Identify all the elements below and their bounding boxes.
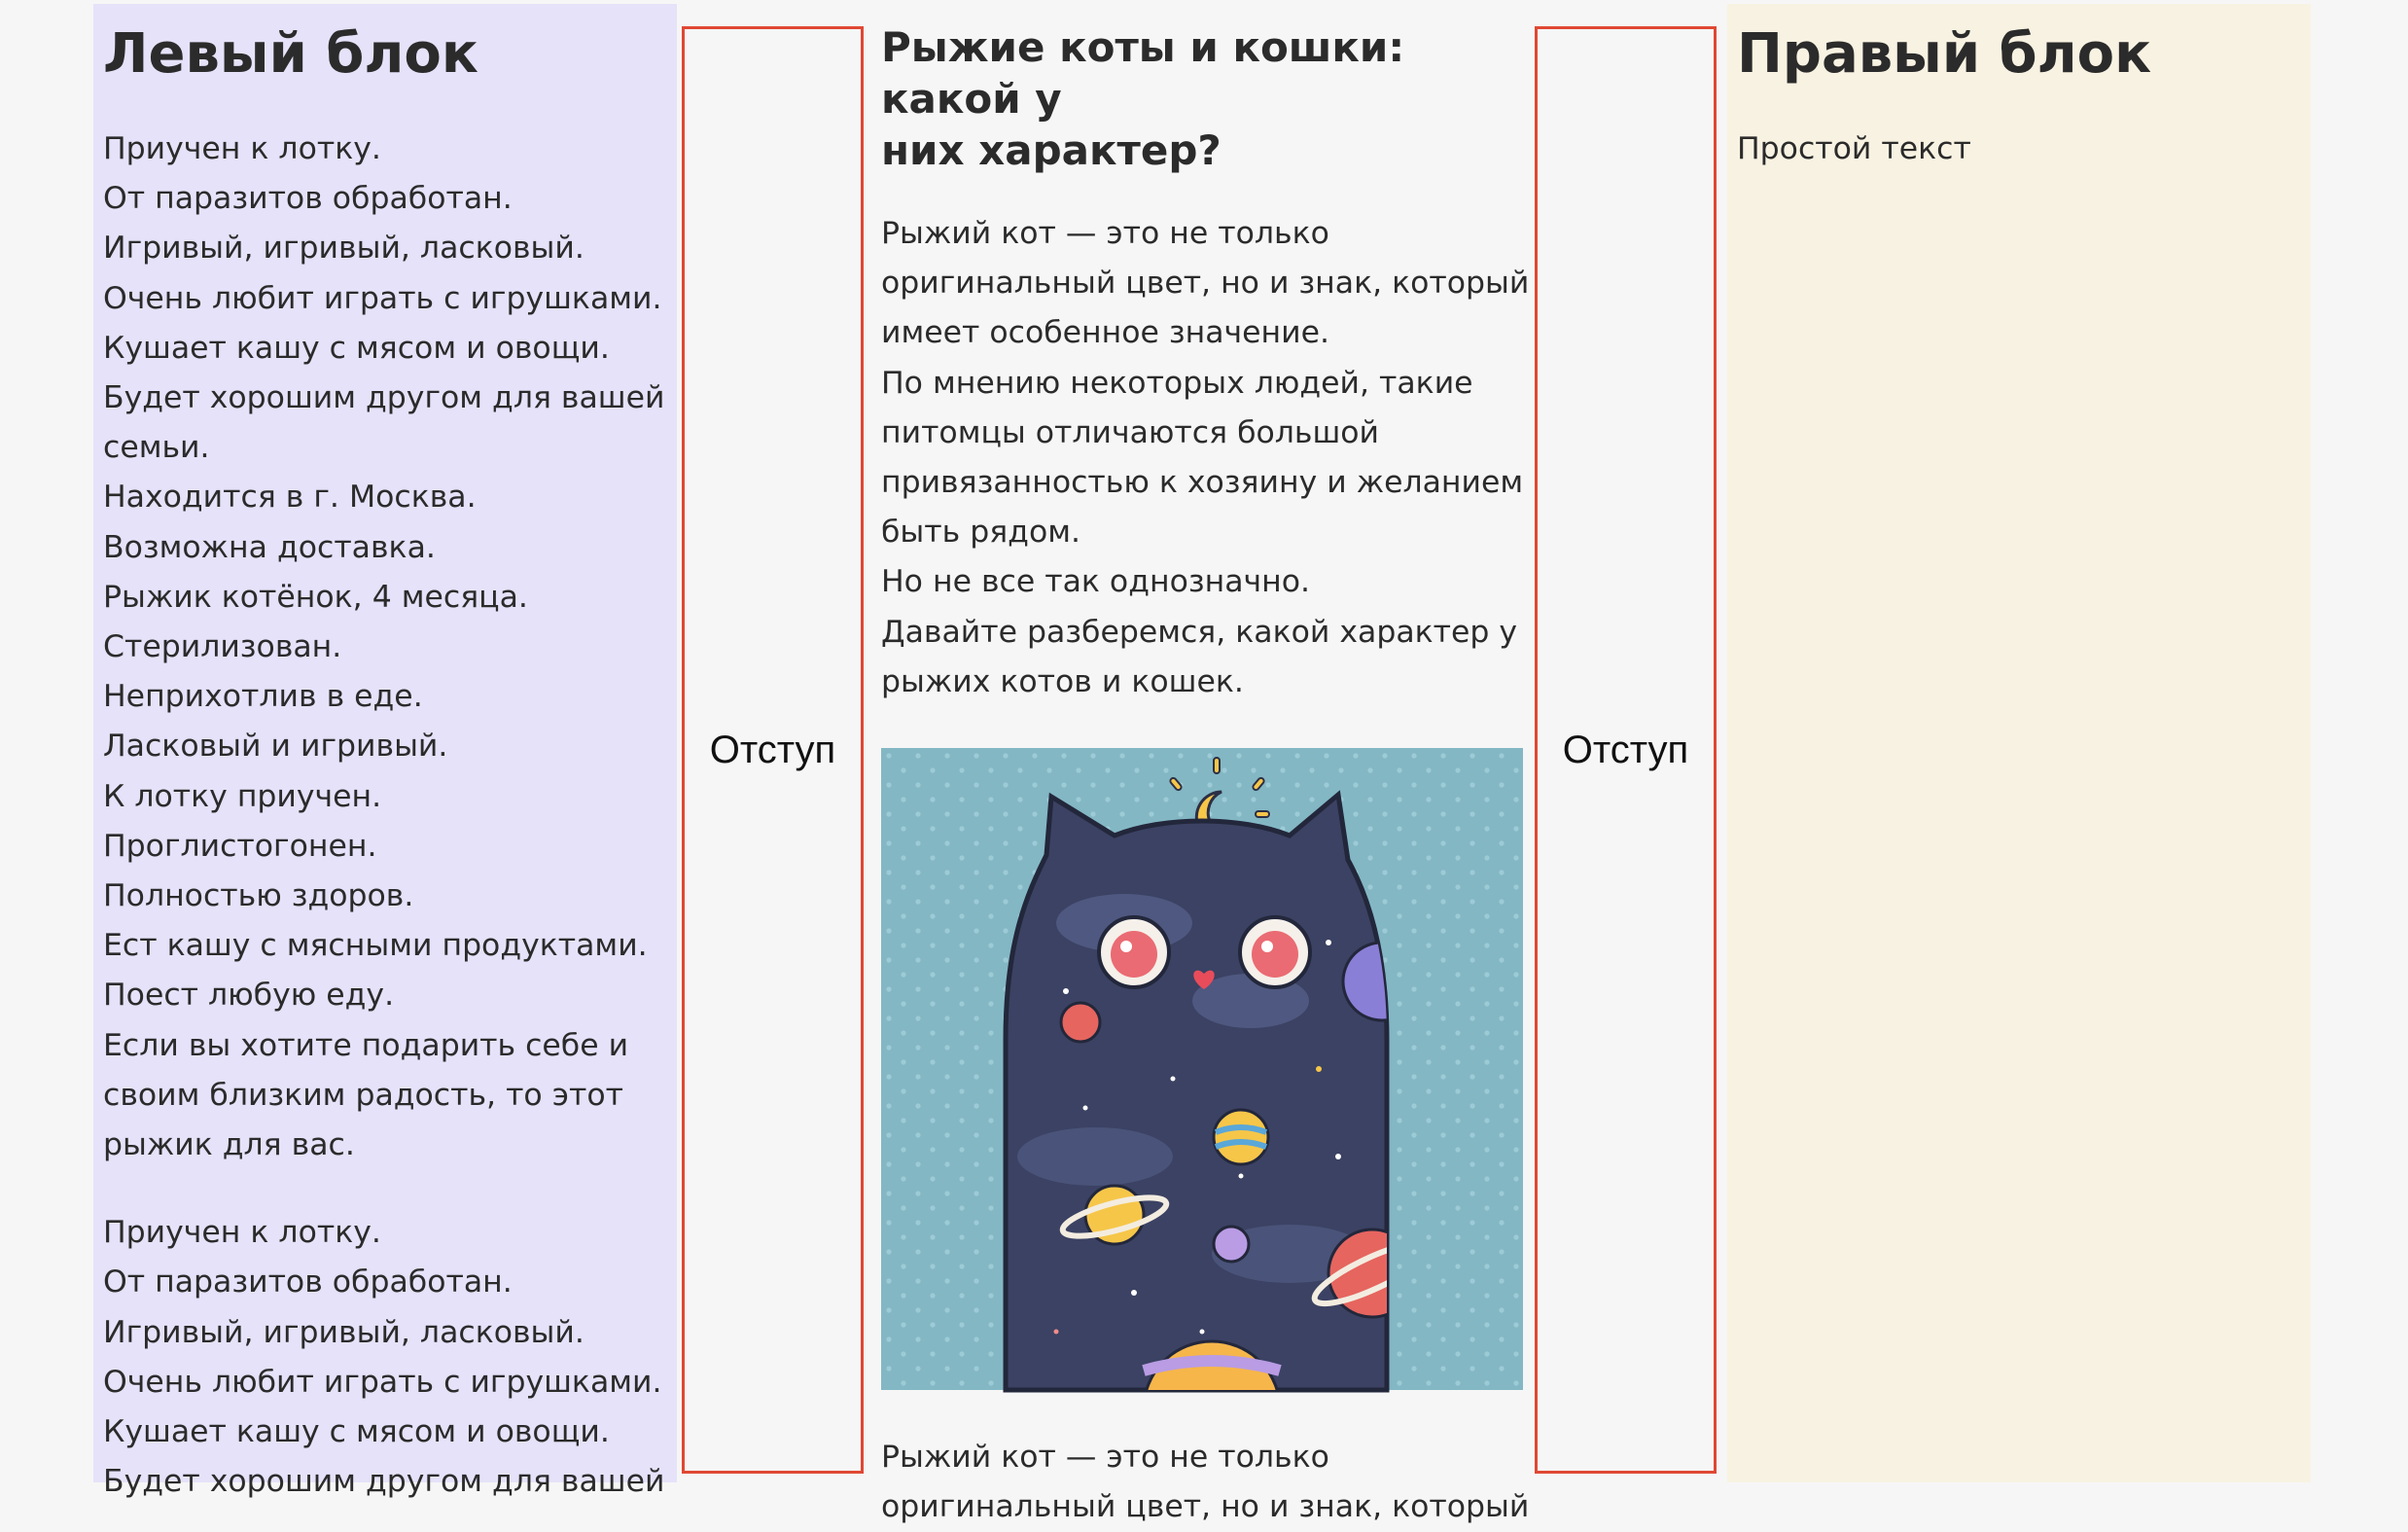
text-line: Ест кашу с мясными продуктами. <box>103 928 648 964</box>
right-block-title: Правый блок <box>1737 22 2152 86</box>
text-line: Поест любую еду. <box>103 978 395 1014</box>
text-line: Полностью здоров. <box>103 878 414 914</box>
article-text <box>881 209 1530 707</box>
text-line: По мнению некоторых людей, такие <box>881 365 1473 401</box>
right-block <box>1727 4 2311 1482</box>
text-line: Стерилизован. <box>103 629 342 665</box>
article-title-line: них характер? <box>881 126 1222 174</box>
left-text <box>103 125 667 1507</box>
text-line: Простой текст <box>1737 131 1971 166</box>
text-line: Возможна доставка. <box>103 529 436 565</box>
text-line: Рыжик котёнок, 4 месяца. <box>103 579 528 615</box>
gap-label: Отступ <box>1562 728 1689 771</box>
text-line: оригинальный цвет, но и знак, который <box>881 266 1530 302</box>
gap-label: Отступ <box>709 728 836 771</box>
text-line: Очень любит играть с игрушками. <box>103 280 662 316</box>
cosmic-cat-illustration <box>881 748 1523 1390</box>
text-line: Приучен к лотку. <box>103 1215 381 1251</box>
text-line: своим близким радость, то этот <box>103 1077 623 1113</box>
text-line: От паразитов обработан. <box>103 181 513 217</box>
text-line: рыжих котов и кошек. <box>881 663 1244 699</box>
text-line: Ласковый и игривый. <box>103 729 448 765</box>
text-line: Приучен к лотку. <box>103 131 381 166</box>
text-line: Кушает кашу с мясом и овощи. <box>103 1414 610 1450</box>
text-line: Проглистогонен. <box>103 828 377 864</box>
text-line: рыжик для вас. <box>103 1127 355 1163</box>
text-line: Будет хорошим другом для вашей <box>103 380 665 416</box>
right-text <box>1737 125 2301 174</box>
text-line: Игривый, игривый, ласковый. <box>103 231 584 267</box>
text-line: К лотку приучен. <box>103 778 382 814</box>
article-text-continued <box>881 1433 1530 1532</box>
text-line: Кушает кашу с мясом и овощи. <box>103 330 610 366</box>
text-line: привязанностью к хозяину и желанием <box>881 465 1524 501</box>
left-block-title: Левый блок <box>103 22 478 86</box>
text-line: оригинальный цвет, но и знак, который <box>881 1489 1530 1525</box>
text-line: имеет особенное значение. <box>881 315 1329 351</box>
text-line: Неприхотлив в еде. <box>103 679 423 715</box>
center-column <box>881 0 1530 1525</box>
paragraph-gap <box>103 1170 667 1208</box>
text-line: семьи. <box>103 430 210 466</box>
left-block <box>93 4 677 1500</box>
text-line: Будет хорошим другом для вашей <box>103 1464 665 1500</box>
article-title-line: Рыжие коты и кошки: какой у <box>881 23 1405 123</box>
text-line: Игривый, игривый, ласковый. <box>103 1314 584 1350</box>
text-line: Очень любит играть с игрушками. <box>103 1364 662 1400</box>
text-line: Рыжий кот — это не только <box>881 1440 1329 1476</box>
gap-box-left <box>682 26 864 1474</box>
text-line: питомцы отличаются большой <box>881 414 1380 450</box>
text-line: Рыжий кот — это не только <box>881 216 1329 251</box>
article-title <box>881 21 1523 176</box>
text-line: Но не все так однозначно. <box>881 564 1310 600</box>
text-line: Давайте разберемся, какой характер у <box>881 614 1518 650</box>
text-line: Если вы хотите подарить себе и <box>103 1027 629 1063</box>
text-line: От паразитов обработан. <box>103 1265 513 1300</box>
text-line: быть рядом. <box>881 515 1080 551</box>
text-line: Находится в г. Москва. <box>103 480 477 516</box>
gap-box-right <box>1535 26 1717 1474</box>
